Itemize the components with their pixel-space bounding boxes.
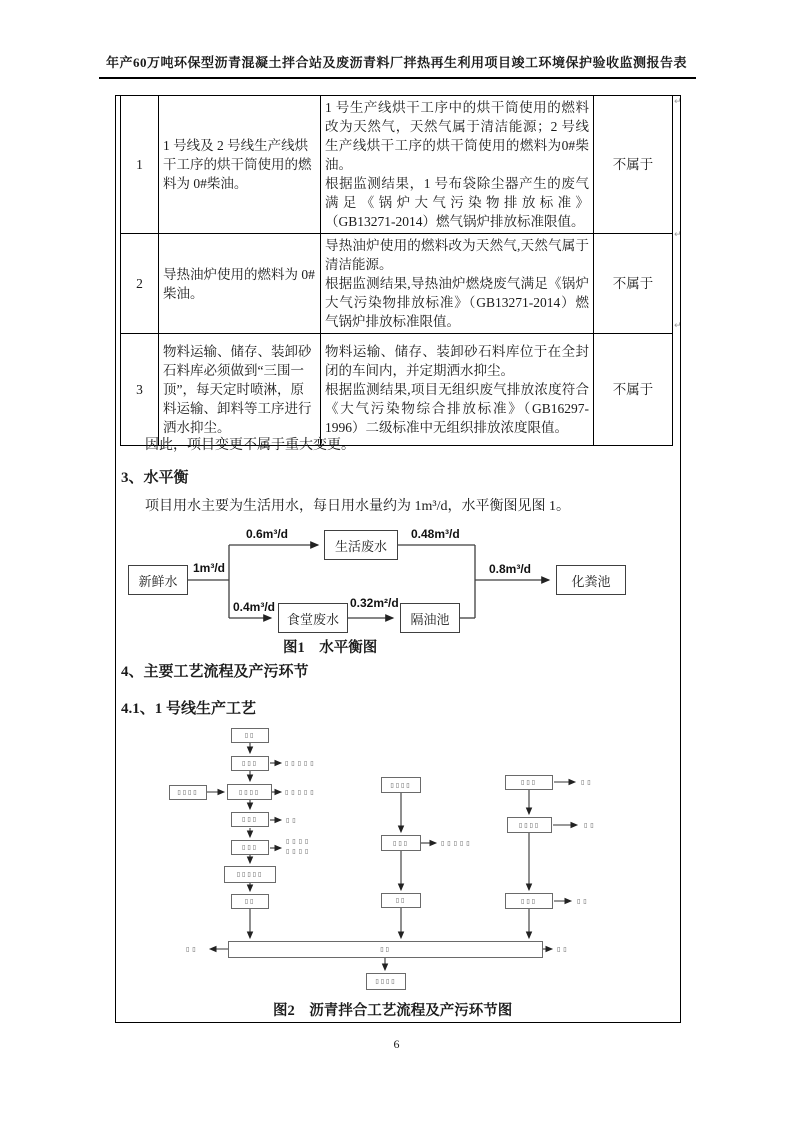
original-requirement: 物料运输、储存、装卸砂石料库必须做到“三围一顶”，每天定时喷淋，原料运输、卸料等工序进行洒水抑尘。	[159, 334, 321, 446]
heading-4: 4、主要工艺流程及产污环节	[121, 664, 309, 680]
process-box: ▯▯▯	[231, 812, 269, 827]
row-number: 1	[121, 96, 159, 234]
actual-paragraph: 根据监测结果,项目无组织废气排放浓度符合《大气污染物综合排放标准》（GB16297-1996）二级标准中无组织排放浓度限值。	[325, 382, 589, 435]
table-row	[121, 334, 673, 446]
process-box: ▯▯▯▯	[381, 777, 421, 793]
process-box-final: ▯▯▯▯	[366, 973, 406, 990]
actual-paragraph: 物料运输、储存、装卸砂石料库位于在全封闭的车间内，并定期洒水抑尘。	[325, 344, 589, 378]
row-number: 3	[121, 334, 159, 446]
process-box: ▯▯▯	[505, 775, 553, 790]
heading-3: 3、水平衡	[121, 470, 189, 486]
page-title: 年产60万吨环保型沥青混凝土拌合站及废沥青料厂拌热再生利用项目竣工环境保护验收监测报告表	[105, 55, 687, 70]
original-requirement: 导热油炉使用的燃料为 0#柴油。	[159, 234, 321, 334]
fig2-caption: 图2 沥青拌合工艺流程及产污环节图	[273, 1003, 513, 1019]
process-box: ▯▯	[231, 894, 269, 909]
change-comparison-table	[120, 95, 673, 446]
emission-label: ▯▯	[584, 822, 597, 829]
heading-4-1: 4.1、1 号线生产工艺	[121, 701, 257, 717]
process-box: ▯▯	[381, 893, 421, 908]
emission-label: ▯▯	[577, 898, 590, 905]
paragraph-mark: ↵	[674, 97, 682, 107]
actual-situation	[321, 334, 594, 446]
canteen-wastewater-node: 食堂废水	[278, 603, 348, 633]
flow-label-to-septic: 0.8m³/d	[489, 562, 532, 576]
emission-label: ▯▯▯▯▯	[285, 760, 317, 767]
process-box: ▯▯▯▯	[227, 784, 272, 800]
process-box-side-input: ▯▯▯▯	[169, 785, 207, 800]
fresh-water-node: 新鲜水	[128, 565, 188, 595]
flow-label-domestic-out: 0.48m³/d	[411, 527, 460, 541]
process-box: ▯▯▯	[231, 840, 269, 855]
table-row	[121, 234, 673, 334]
verdict: 不属于	[594, 96, 673, 234]
fig1-caption: 图1 水平衡图	[283, 640, 378, 656]
process-box: ▯▯	[231, 728, 269, 743]
collection-bar: ▯▯	[228, 941, 543, 958]
actual-paragraph: 1 号生产线烘干工序中的烘干筒使用的燃料改为天然气，天然气属于清洁能源；2 号线生产线烘干工序的烘干筒使用的燃料为0#柴油。	[325, 100, 589, 172]
paragraph-mark: ↵	[674, 321, 682, 331]
emission-label: ▯▯	[557, 946, 570, 953]
emission-label: ▯▯	[581, 779, 594, 786]
original-requirement: 1 号线及 2 号线生产线烘干工序的烘干筒使用的燃料为 0#柴油。	[159, 96, 321, 234]
emission-label: ▯▯▯▯▯	[285, 789, 317, 796]
emission-label: ▯▯▯▯	[286, 848, 312, 855]
actual-paragraph: 导热油炉使用的燃料改为天然气,天然气属于清洁能源。	[325, 238, 589, 272]
process-box: ▯▯▯	[231, 756, 269, 771]
paragraph-mark: ↵	[674, 230, 682, 240]
process-box: ▯▯▯▯	[507, 817, 552, 833]
emission-label: ▯▯	[286, 817, 299, 824]
verdict: 不属于	[594, 234, 673, 334]
domestic-wastewater-node: 生活废水	[324, 530, 398, 560]
oil-separator-node: 隔油池	[400, 603, 460, 633]
actual-situation	[321, 96, 594, 234]
title-rule	[99, 77, 696, 79]
page-number: 6	[393, 1037, 400, 1051]
flow-label-to-canteen: 0.4m³/d	[233, 600, 276, 614]
verdict: 不属于	[594, 334, 673, 446]
actual-situation	[321, 234, 594, 334]
table-row	[121, 96, 673, 234]
water-usage-text: 项目用水主要为生活用水，每日用水量约为 1m³/d，水平衡图见图 1。	[145, 499, 570, 514]
flow-label-to-domestic: 0.6m³/d	[246, 527, 289, 541]
flow-label-fresh: 1m³/d	[193, 561, 226, 575]
emission-label: ▯▯▯▯▯	[441, 840, 473, 847]
septic-tank-node: 化粪池	[556, 565, 626, 595]
row-number: 2	[121, 234, 159, 334]
process-box: ▯▯▯	[381, 835, 421, 851]
emission-label: ▯▯	[186, 946, 199, 953]
conclusion-text: 因此，项目变更不属于重大变更。	[145, 438, 355, 453]
actual-paragraph: 根据监测结果，1 号布袋除尘器产生的废气满足《锅炉大气污染物排放标准》（GB13271-2014）燃气锅炉排放标准限值。	[325, 176, 589, 229]
process-box: ▯▯▯▯▯	[224, 866, 276, 883]
emission-label: ▯▯▯▯	[286, 838, 312, 845]
flow-label-canteen-out: 0.32m²/d	[350, 596, 399, 610]
process-box: ▯▯▯	[505, 893, 553, 909]
actual-paragraph: 根据监测结果,导热油炉燃烧废气满足《锅炉大气污染物排放标准》（GB13271-2014）燃气锅炉排放标准限值。	[325, 276, 589, 329]
